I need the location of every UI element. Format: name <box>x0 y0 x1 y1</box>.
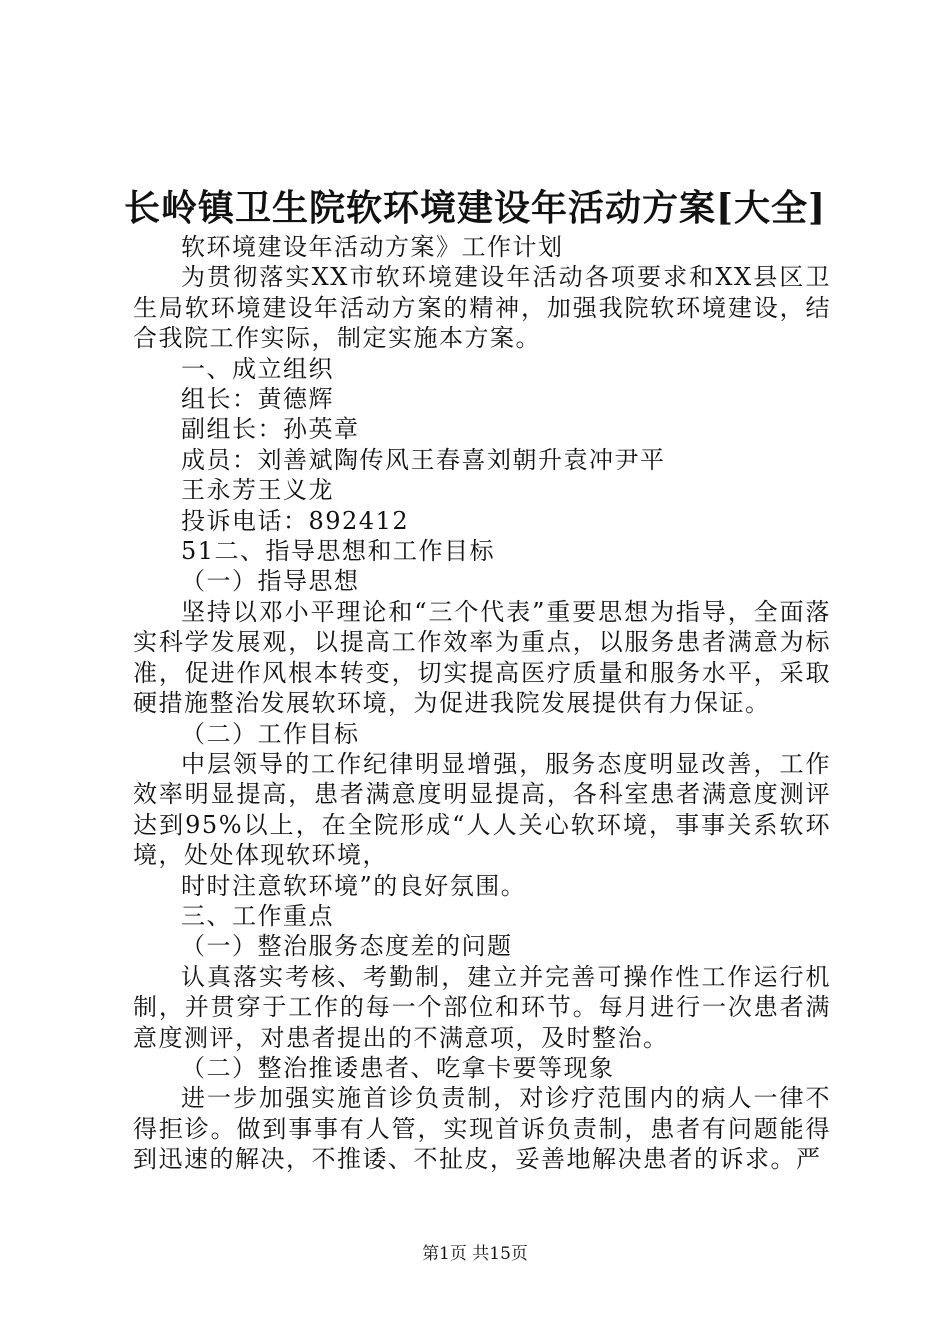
paragraph-shirking-patients: 进一步加强实施首诊负责制，对诊疗范围内的病人一律不得拒诊。做到事事有人管，实现首诉负责制，患者有问题能得到迅速的解决，不推诿、不扯皮，妥善地解决患者的诉求。严 <box>133 1084 831 1174</box>
paragraph-guiding-ideology: 坚持以邓小平理论和“三个代表”重要思想为指导，全面落实科学发展观，以提高工作效率为重点，以服务患者满意为标准，促进作风根本转变，切实提高医疗质量和服务水平，采取硬措施整治发展软环境，为促进我院发展提供有力保证。 <box>133 597 831 718</box>
paragraph-members: 成员：刘善斌陶传风王春喜刘朝升袁冲尹平 <box>181 445 666 474</box>
document-body <box>133 232 831 1175</box>
heading-shirking-patients: （二）整治推诿患者、吃拿卡要等现象 <box>181 1053 615 1082</box>
paragraph-deputy-leader: 副组长：孙英章 <box>181 415 360 444</box>
paragraph-work-goals-continued: 时时注意软环境”的良好氛围。 <box>181 871 527 900</box>
paragraph-intro: 为贯彻落实XX市软环境建设年活动各项要求和XX县区卫生局软环境建设年活动方案的精神，加强我院软环境建设，结合我院工作实际，制定实施本方案。 <box>133 263 831 353</box>
paragraph-members-continued: 王永芳王义龙 <box>181 476 334 505</box>
paragraph-leader: 组长：黄德辉 <box>181 385 334 414</box>
paragraph-work-goals: 中层领导的工作纪律明显增强，服务态度明显改善，工作效率明显提高，患者满意度明显提高，各科室患者满意度测评达到95%以上，在全院形成“人人关心软环境，事事关系软环境，处处体现软环境， <box>133 749 831 870</box>
paragraph-complaint-phone: 投诉电话：892412 <box>181 506 410 535</box>
heading-section-2: 51二、指导思想和工作目标 <box>181 537 496 566</box>
heading-section-1: 一、成立组织 <box>181 354 334 383</box>
page-number-footer: 第1页 共15页 <box>422 1244 528 1264</box>
paragraph-plan-subtitle: 软环境建设年活动方案》工作计划 <box>181 233 564 261</box>
heading-guiding-ideology: （一）指导思想 <box>181 567 360 596</box>
heading-section-3: 三、工作重点 <box>181 901 334 930</box>
heading-work-goals: （二）工作目标 <box>181 719 360 748</box>
document-title: 长岭镇卫生院软环境建设年活动方案[大全] <box>123 187 827 229</box>
paragraph-service-attitude: 认真落实考核、考勤制，建立并完善可操作性工作运行机制，并贯穿于工作的每一个部位和环节。每月进行一次患者满意度测评，对患者提出的不满意项，及时整治。 <box>133 962 831 1052</box>
heading-service-attitude: （一）整治服务态度差的问题 <box>181 932 513 961</box>
